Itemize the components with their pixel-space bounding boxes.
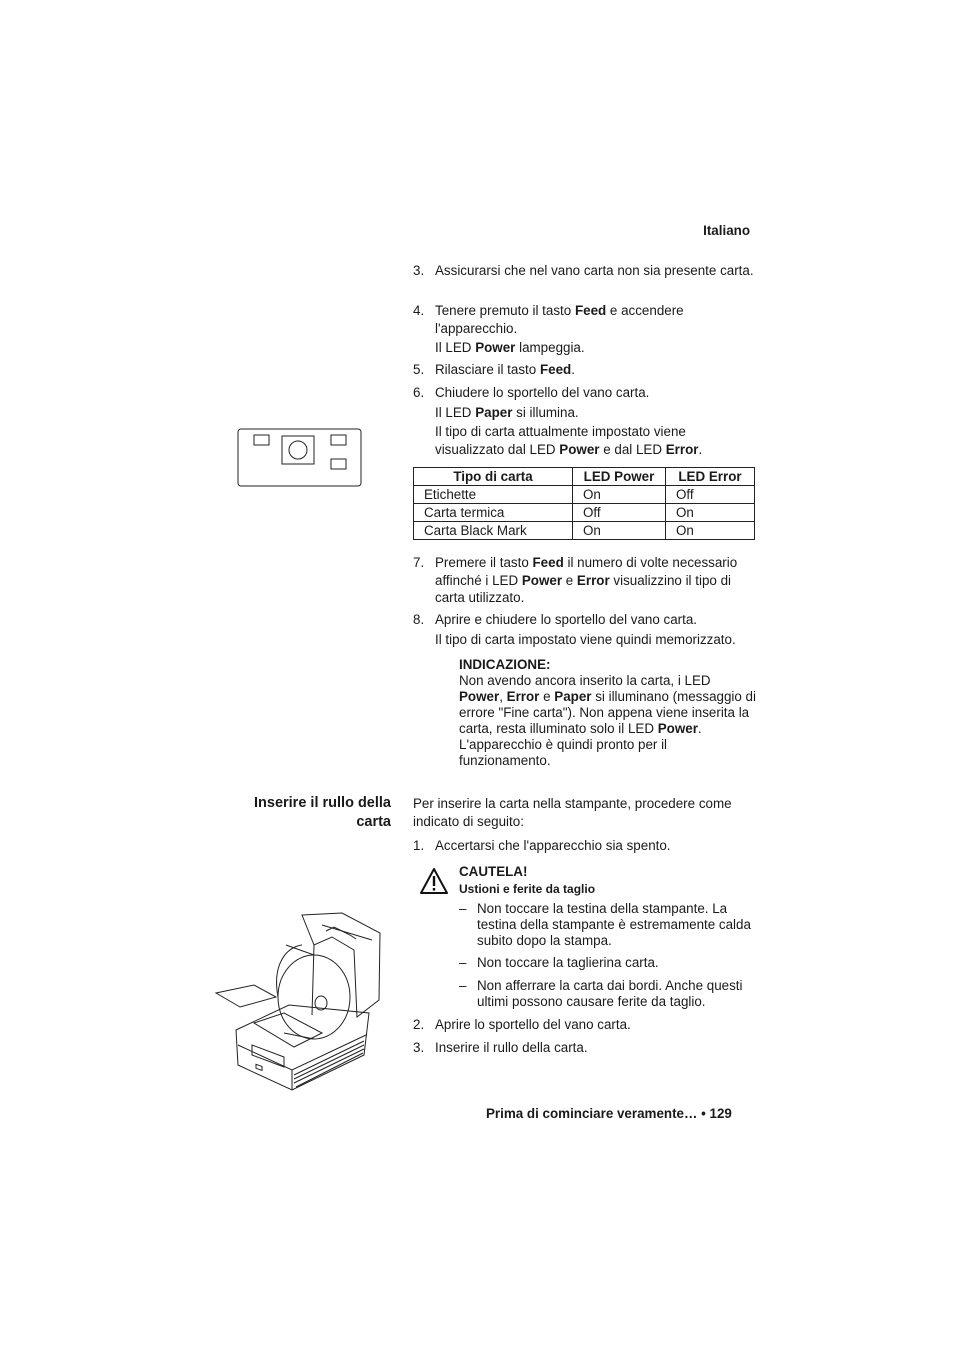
step-item [413,1039,758,1057]
note-title: INDICAZIONE: [459,657,551,672]
bold-term: Feed [532,555,564,570]
table-cell: On [666,504,755,522]
bold-term: Paper [554,689,592,704]
table-cell: Etichette [414,486,573,504]
step-item [413,262,758,280]
step-text [435,384,758,458]
column-header: LED Error [666,468,755,486]
note-text: Non avendo ancora inserito la carta, i LED Power, Error e Paper si illuminano (messaggio di errore "Fine carta"). Non appena viene inserita la carta, resta illuminato solo il LED Power. L'apparecchio è quindi pronto per il funzionamento. [459,673,756,768]
step-line: Tenere premuto il tasto Feed e accendere l'apparecchio. [435,303,684,336]
step-text [435,302,758,357]
section-heading-line: Inserire il rullo della [254,795,391,811]
step-line: Aprire e chiudere lo sportello del vano carta. [435,612,698,627]
table-cell: On [573,522,666,540]
step-number: 6. [413,385,425,400]
table-cell: On [666,522,755,540]
step-number: 1. [413,838,425,853]
table-cell: Off [573,504,666,522]
step-number: 4. [413,303,425,318]
step-line: Premere il tasto Feed il numero di volte necessario affinché i LED Power e Error visualizzino il tipo di carta utilizzato. [435,555,738,605]
table-header-row [414,468,755,486]
step-item [413,1016,758,1034]
step-number: 7. [413,555,425,570]
section-heading [200,794,391,832]
bold-term: Power [459,689,500,704]
step-number: 5. [413,362,425,377]
table-cell: Carta Black Mark [414,522,573,540]
section-heading-line: carta [356,814,391,830]
step-text [435,262,758,280]
language-label: Italiano [703,223,750,238]
step-line: Chiudere lo sportello del vano carta. [435,385,650,400]
caution-item-text: Non toccare la taglierina carta. [477,955,659,970]
table-row [414,486,755,504]
bold-term: Paper [475,404,513,420]
step-line: Assicurarsi che nel vano carta non sia presente carta. [435,263,754,278]
column-header: LED Power [573,468,666,486]
step-text: Inserire il rullo della carta. [435,1040,588,1055]
bold-term: Error [665,441,699,457]
bold-term: Power [559,441,600,457]
printer-illustration [214,905,384,1095]
caution-item: – Non toccare la testina della stampante. La testina della stampante è estremamente calda subito dopo la stampa. [459,901,757,949]
table-cell: On [573,486,666,504]
control-panel-illustration [237,428,363,488]
step-item [413,361,758,379]
step-text [435,361,758,379]
step-text: Aprire lo sportello del vano carta. [435,1017,631,1032]
step-line: Il tipo di carta impostato viene quindi memorizzato. [435,631,736,647]
bold-term: Feed [539,362,572,377]
step-item [413,384,758,458]
step-number: 3. [413,1040,425,1055]
caution-item-text: Non afferrare la carta dai bordi. Anche questi ultimi possono causare ferite da taglio. [477,978,743,1009]
table-cell: Carta termica [414,504,573,522]
step-text [435,554,758,607]
caution-subtitle: Ustioni e ferite da taglio [459,882,596,896]
step-number: 8. [413,612,425,627]
step-item [413,837,758,855]
step-line: Il tipo di carta attualmente impostato viene visualizzato dal LED Power e dal LED Error. [435,424,703,457]
bold-term: Feed [574,303,607,318]
table-cell: Off [666,486,755,504]
column-header: Tipo di carta [414,468,573,486]
step-item [413,302,758,357]
step-text [435,611,758,648]
step-text: Accertarsi che l'apparecchio sia spento. [435,838,671,853]
step-item [413,611,758,648]
step-line: Il LED Power lampeggia. [435,340,585,355]
page-footer: Prima di cominciare veramente… • 129 [486,1106,732,1121]
note-box [459,657,757,769]
led-indicator [331,459,346,469]
step-line: Rilasciare il tasto Feed. [435,362,575,377]
bold-term: Power [521,572,563,588]
step-line: Il LED Paper si illumina. [435,404,579,420]
caution-title: CAUTELA! [459,864,528,879]
caution-item: – Non toccare la taglierina carta. [459,955,757,971]
bold-term: Error [506,689,540,704]
step-number: 3. [413,263,425,278]
paper-type-table [413,467,755,540]
bold-term: Error [576,572,610,588]
bold-term: Power [475,340,516,355]
led-indicator [254,435,269,445]
caution-item: – Non afferrare la carta dai bordi. Anche questi ultimi possono causare ferite da taglio. [459,978,757,1010]
feed-button [282,436,314,464]
led-indicator [331,435,346,445]
step-item [413,554,758,607]
table-row [414,522,755,540]
warning-icon [419,867,449,895]
step-number: 2. [413,1017,425,1032]
table-row [414,504,755,522]
caution-item-text: Non toccare la testina della stampante. La testina della stampante è estremamente calda subito dopo la stampa. [477,901,751,948]
bold-term: Power [657,721,698,736]
section-intro: Per inserire la carta nella stampante, procedere come indicato di seguito: [413,796,732,829]
